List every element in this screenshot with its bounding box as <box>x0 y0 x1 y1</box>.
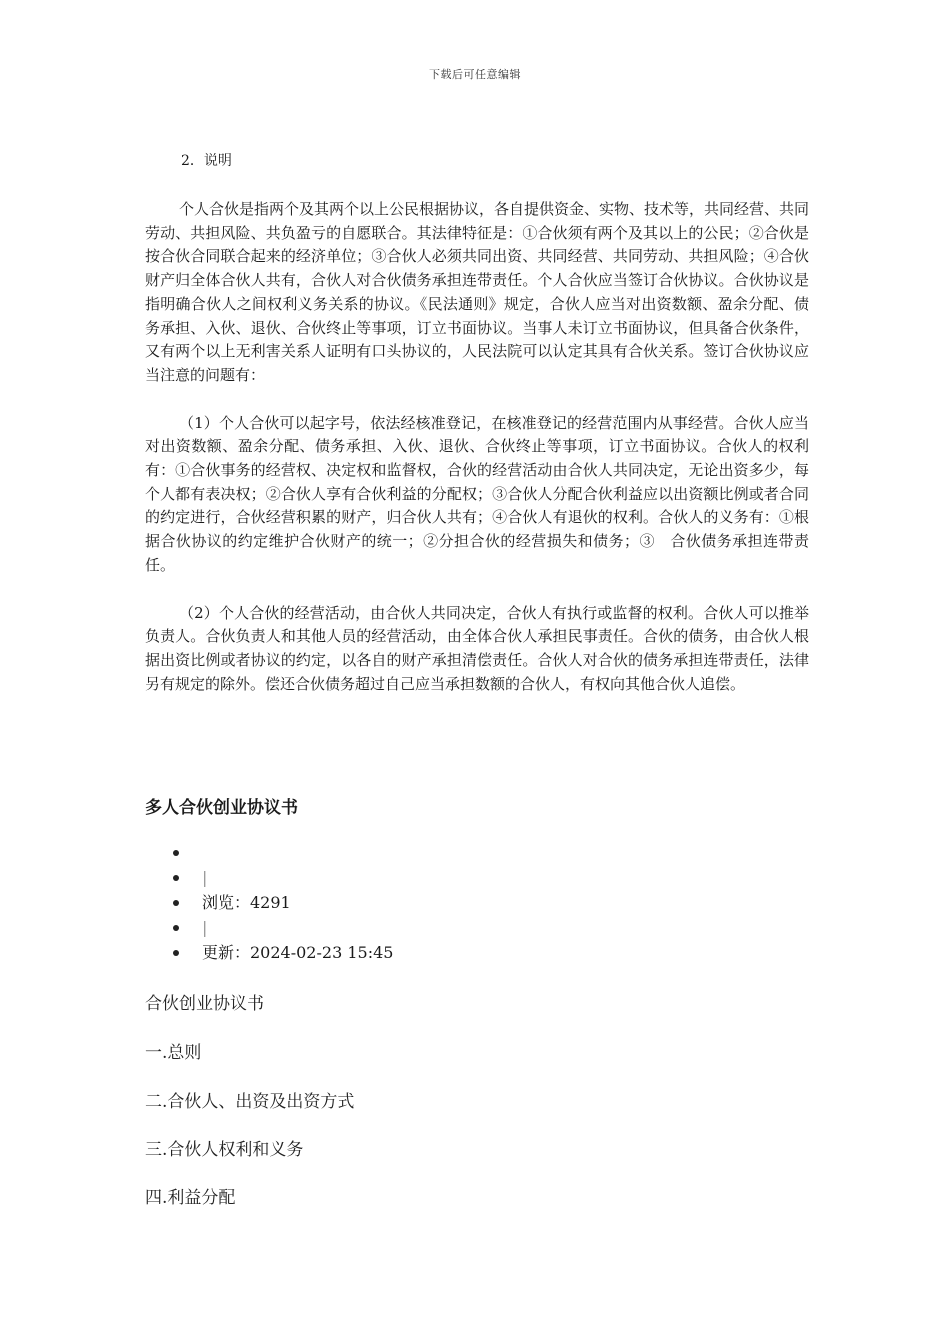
view-count: 浏览：4291 <box>202 893 291 912</box>
article-heading: 多人合伙创业协议书 <box>145 798 298 818</box>
meta-item <box>145 890 393 915</box>
bullet-icon <box>173 925 179 931</box>
meta-separator: | <box>202 868 208 887</box>
clause-paragraph-2: （2）个人合伙的经营活动，由合伙人共同决定，合伙人有执行或监督的权利。合伙人可以推举负责人。合伙负责人和其他人员的经营活动，由全体合伙人承担民事责任。合伙的债务，由合伙人根据出资比例或者协议的约定，以各自的财产承担清偿责任。合伙人对合伙的债务承担连带责任，法律另有规定的除外。偿还合伙债务超过自己应当承担数额的合伙人，有权向其他合伙人追偿。 <box>145 603 809 693</box>
meta-item <box>145 840 393 865</box>
section-rights: 三.合伙人权利和义务 <box>145 1140 304 1160</box>
bullet-icon <box>173 900 179 906</box>
document-title: 合伙创业协议书 <box>145 994 264 1014</box>
article-meta-list <box>145 840 393 965</box>
bullet-icon <box>173 850 179 856</box>
section-label: 2．说明 <box>181 153 232 169</box>
meta-separator: | <box>202 918 208 937</box>
meta-item <box>145 915 393 940</box>
section-general: 一.总则 <box>145 1043 202 1063</box>
clause-paragraph-1: （1）个人合伙可以起字号，依法经核准登记，在核准登记的经营范围内从事经营。合伙人应当对出资数额、盈余分配、债务承担、入伙、退伙、合伙终止等事项，订立书面协议。合伙人的权利有：①合伙事务的经营权、决定权和监督权，合伙的经营活动由合伙人共同决定，无论出资多少，每个人都有表决权；②合伙人享有合伙利益的分配权；③合伙人分配合伙利益应以出资额比例或者合同的约定进行，合伙经营积累的财产，归合伙人共有；④合伙人有退伙的权利。合伙人的义务有：①根据合伙协议的约定维护合伙财产的统一；②分担合伙的经营损失和债务；③ 合伙债务承担连带责任。 <box>145 413 809 574</box>
update-time: 更新：2024-02-23 15:45 <box>202 943 394 962</box>
section-profit: 四.利益分配 <box>145 1188 236 1208</box>
bullet-icon <box>173 950 179 956</box>
meta-item <box>145 865 393 890</box>
section-partners: 二.合伙人、出资及出资方式 <box>145 1092 355 1112</box>
page-header: 下载后可任意编辑 <box>429 68 521 81</box>
meta-item <box>145 940 393 965</box>
bullet-icon <box>173 875 179 881</box>
intro-paragraph: 个人合伙是指两个及其两个以上公民根据协议，各自提供资金、实物、技术等，共同经营、共同劳动、共担风险、共负盈亏的自愿联合。其法律特征是：①合伙须有两个及其以上的公民；②合伙是按合伙合同联合起来的经济单位；③合伙人必须共同出资、共同经营、共同劳动、共担风险；④合伙财产归全体合伙人共有，合伙人对合伙债务承担连带责任。个人合伙应当签订合伙协议。合伙协议是指明确合伙人之间权利义务关系的协议。《民法通则》规定，合伙人应当对出资数额、盈余分配、债务承担、入伙、退伙、合伙终止等事项，订立书面协议。当事人未订立书面协议，但具备合伙条件，又有两个以上无利害关系人证明有口头协议的，人民法院可以认定其具有合伙关系。签订合伙协议应当注意的问题有： <box>145 200 810 384</box>
intro-section <box>145 150 809 720</box>
